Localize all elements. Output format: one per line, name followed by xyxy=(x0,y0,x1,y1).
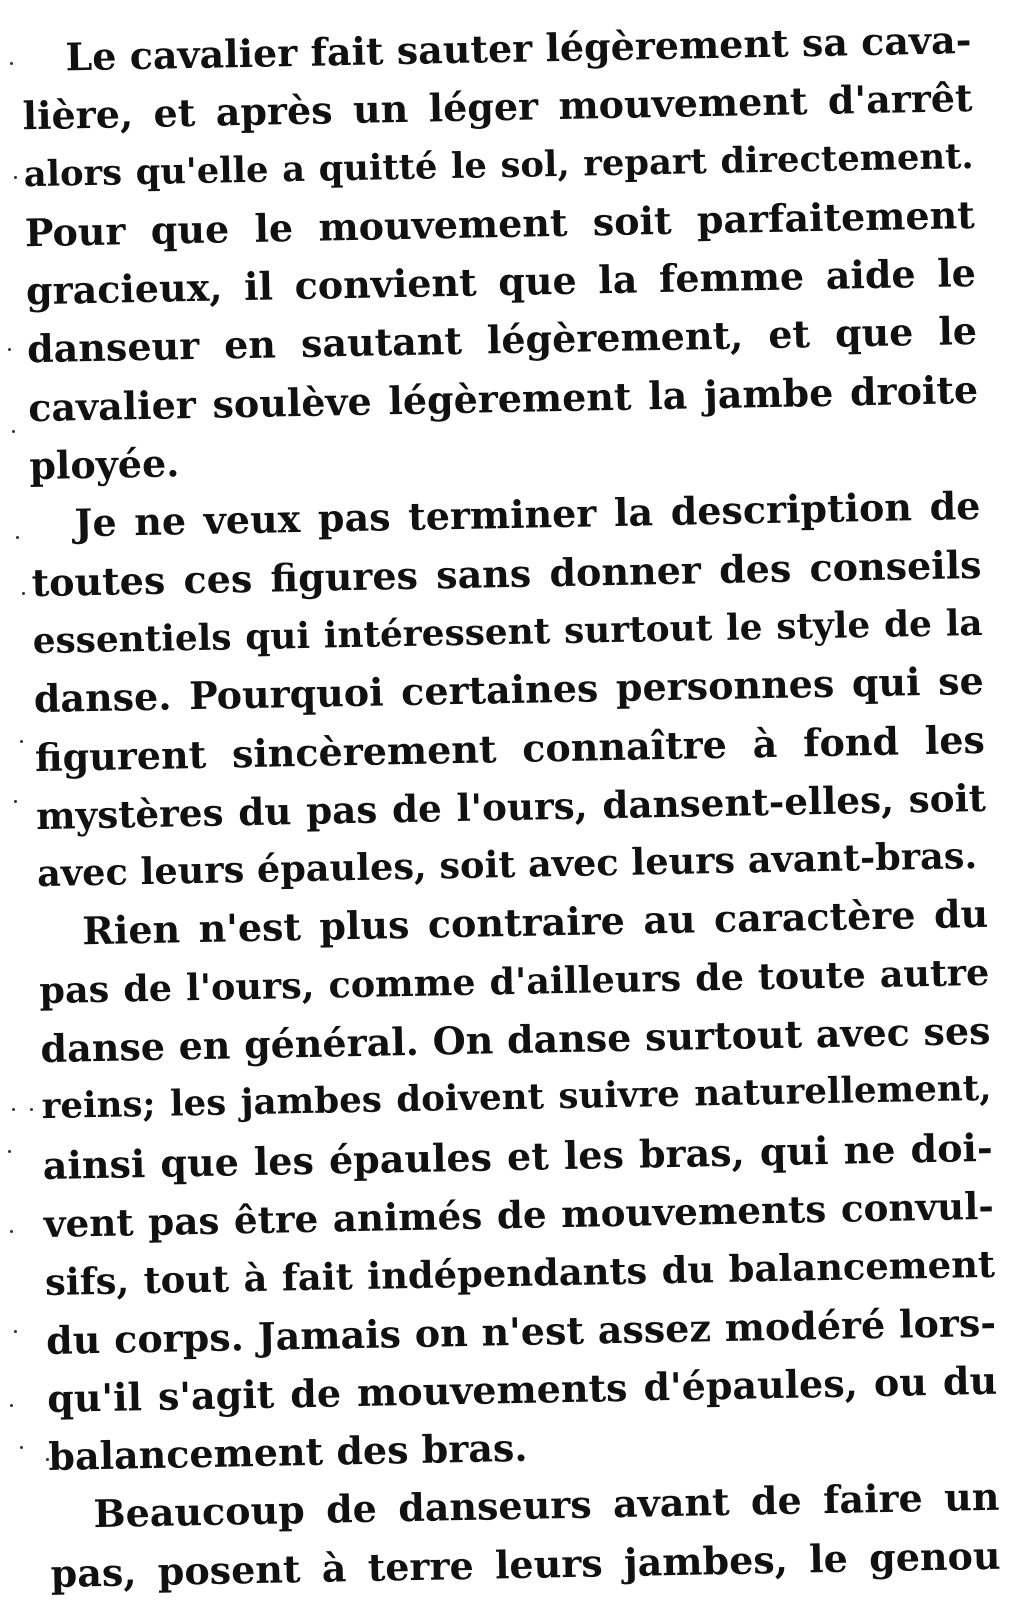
text-line: Beaucoup de danseurs avant de faire un xyxy=(93,1474,1000,1537)
text-line: danse en général. On danse surtout avec ses xyxy=(40,1007,991,1072)
speck xyxy=(20,1446,23,1449)
speck xyxy=(30,1108,33,1111)
speck xyxy=(8,348,11,351)
text-line: sifs, tout à fait indépendants du balancement xyxy=(44,1242,996,1305)
speck xyxy=(8,1150,11,1153)
text-line: danse. Pourquoi certaines personnes qui se xyxy=(33,658,985,722)
text-line: Le cavalier fait sauter légèrement sa cava- xyxy=(65,17,972,80)
text-line: toutes ces figures sans donner des conseils xyxy=(31,541,982,605)
text-line: du corps. Jamais on n'est assez modéré lors- xyxy=(45,1299,997,1363)
text-line: alors qu'elle a quitté le sol, repart directement. xyxy=(23,135,974,195)
text-line: ployée. xyxy=(28,440,180,489)
speck xyxy=(12,430,15,433)
text-line: balancement des bras. xyxy=(47,1424,528,1480)
text-line: danseur en sautant légèrement, et que le xyxy=(26,308,978,372)
paragraph xyxy=(30,477,988,903)
text-line: essentiels qui intéressent surtout le style de la xyxy=(32,601,983,663)
text-line: reins; les jambes doivent suivre naturellement, xyxy=(41,1068,992,1128)
speck xyxy=(14,176,17,179)
text-line: cavalier soulève légèrement la jambe droite xyxy=(27,366,979,430)
text-line: qu'il s'agit de mouvements d'épaules, ou du xyxy=(46,1357,998,1421)
text-line: mystères du pas de l'ours, dansent-elles, soit xyxy=(35,775,987,838)
speck xyxy=(10,1404,13,1407)
speck xyxy=(12,1108,15,1111)
text-line: ainsi que les épaules et les bras, qui ne doi- xyxy=(42,1124,994,1188)
speck xyxy=(16,536,19,539)
text-line: pas de l'ours, comme d'ailleurs de toute autre xyxy=(39,950,990,1012)
text-line: lière, et après un léger mouvement d'arrêt xyxy=(22,75,973,139)
paragraph xyxy=(38,885,999,1486)
paragraph xyxy=(21,11,980,496)
text-line: figurent sincèrement connaître à fond les xyxy=(34,716,986,780)
text-line: pas, posent à terre leurs jambes, le genou xyxy=(50,1532,1001,1596)
text-line: avec leurs épaules, soit avec leurs avant-bras. xyxy=(36,834,978,896)
page-text xyxy=(21,11,1001,1603)
speck xyxy=(14,800,17,803)
text-line: Rien n'est plus contraire au caractère du xyxy=(81,891,989,954)
speck xyxy=(10,62,13,65)
text-line: vent pas être animés de mouvements convul- xyxy=(43,1183,995,1246)
paragraph xyxy=(49,1468,1001,1603)
speck xyxy=(14,1330,17,1333)
speck xyxy=(20,740,23,743)
text-line: Je ne veux pas terminer la description de xyxy=(74,483,981,546)
text-line: gracieux, il convient que la femme aide le xyxy=(25,250,977,314)
text-line: Pour que le mouvement soit parfaitement xyxy=(24,191,976,256)
speck xyxy=(22,592,25,595)
speck xyxy=(10,1230,13,1233)
